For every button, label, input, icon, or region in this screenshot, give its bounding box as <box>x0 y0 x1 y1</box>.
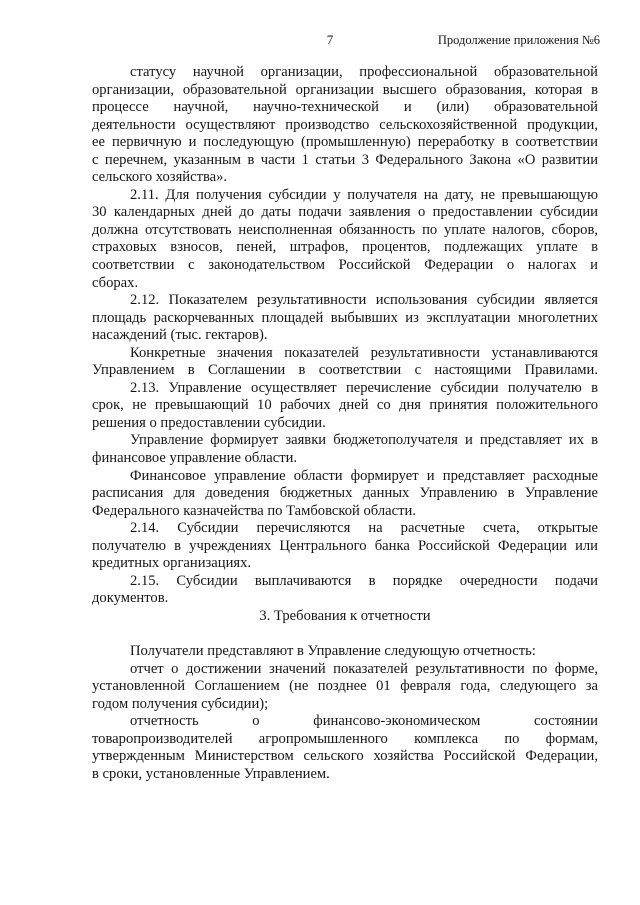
text-line: 2.11. Для получения субсидии у получателя на дату, не превышающую <box>130 186 598 203</box>
text-line: соответствии с законодательством Российской Федерации о налогах и <box>92 257 598 274</box>
text-line: установленной Соглашением (не позднее 01 февраля года, следующего за <box>92 678 598 695</box>
text-line: должна отсутствовать неисполненная обязанность по уплате налогов, сборов, <box>92 221 598 238</box>
paragraph <box>92 643 598 661</box>
section-heading: 3. Требования к отчетности <box>259 607 431 624</box>
text-line: сельского хозяйства». <box>92 169 228 186</box>
continuation-label: Продолжение приложения №6 <box>437 33 600 47</box>
text-line: сборах. <box>92 274 139 291</box>
text-line: Получатели представляют в Управление следующую отчетность: <box>130 643 536 660</box>
text-line: организации, образовательной организации высшего образования, которая в <box>92 81 598 98</box>
text-line: площадь раскорчеванных площадей выбывших из эксплуатации многолетних <box>92 309 598 326</box>
text-line: насаждений (тыс. гектаров). <box>92 327 268 344</box>
text-line: деятельности осуществляют производство сельскохозяйственной продукции, <box>92 116 598 133</box>
text-line: Управлением в Соглашении в соответствии с настоящими Правилами. <box>92 362 598 379</box>
text-line: Федерального казначейства по Тамбовской области. <box>92 502 416 519</box>
text-line: Управление формирует заявки бюджетополучателя и представляет их в <box>130 432 598 449</box>
text-line: 2.13. Управление осуществляет перечисление субсидии получателю в <box>130 379 598 396</box>
paragraph <box>92 468 598 521</box>
document-body <box>92 64 598 783</box>
text-line: 2.12. Показателем результативности использования субсидии является <box>130 292 598 309</box>
paragraph <box>92 713 598 783</box>
text-line: в сроки, установленные Управлением. <box>92 765 330 782</box>
text-line: документов. <box>92 590 169 607</box>
paragraph <box>92 520 598 573</box>
paragraph <box>92 432 598 467</box>
text-line: утвержденным Министерством сельского хозяйства Российской Федерации, <box>92 748 598 765</box>
text-line: 2.15. Субсидии выплачиваются в порядке очередности подачи <box>130 572 598 589</box>
text-line: кредитных организациях. <box>92 555 252 572</box>
paragraph <box>92 187 598 292</box>
text-line: процессе научной, научно-технической и (или) образовательной <box>92 99 598 116</box>
text-line: 2.14. Субсидии перечисляются на расчетные счета, открытые <box>130 520 598 537</box>
text-line: Конкретные значения показателей результативности устанавливаются <box>130 344 598 361</box>
paragraph <box>92 345 598 380</box>
text-line: товаропроизводителей агропромышленного комплекса по формам, <box>92 730 598 747</box>
text-line: расписания для доведения бюджетных данных Управлению в Управление <box>92 485 598 502</box>
text-line: отчет о достижении значений показателей результативности по форме, <box>130 660 598 677</box>
paragraph <box>92 661 598 714</box>
blank-line <box>92 626 598 644</box>
text-line: получателю в учреждениях Центрального банка Российской Федерации или <box>92 537 598 554</box>
text-line: 30 календарных дней до даты подачи заявления о предоставлении субсидии <box>92 204 598 221</box>
text-line: ее первичную и последующую (промышленную) переработку в соответствии <box>92 134 598 151</box>
text-line: страховых взносов, пеней, штрафов, процентов, подлежащих уплате в <box>92 239 598 256</box>
text-line: статусу научной организации, профессиональной образовательной <box>130 64 598 80</box>
text-line: Финансовое управление области формирует и представляет расходные <box>130 467 598 484</box>
text-line: финансовое управление области. <box>92 450 298 467</box>
text-line: отчетность о финансово-экономическом состоянии <box>130 713 598 730</box>
paragraph <box>92 573 598 608</box>
text-line: решения о предоставлении субсидии. <box>92 414 326 431</box>
paragraph <box>92 380 598 433</box>
text-line: с перечнем, указанным в части 1 статьи 3 Федерального Закона «О развитии <box>92 151 598 168</box>
paragraph <box>92 292 598 345</box>
text-line: срок, не превышающий 10 рабочих дней со дня принятия положительного <box>92 397 598 414</box>
page-number: 7 <box>326 32 334 47</box>
paragraph <box>92 64 598 187</box>
text-line: годом получения субсидии); <box>92 695 269 712</box>
